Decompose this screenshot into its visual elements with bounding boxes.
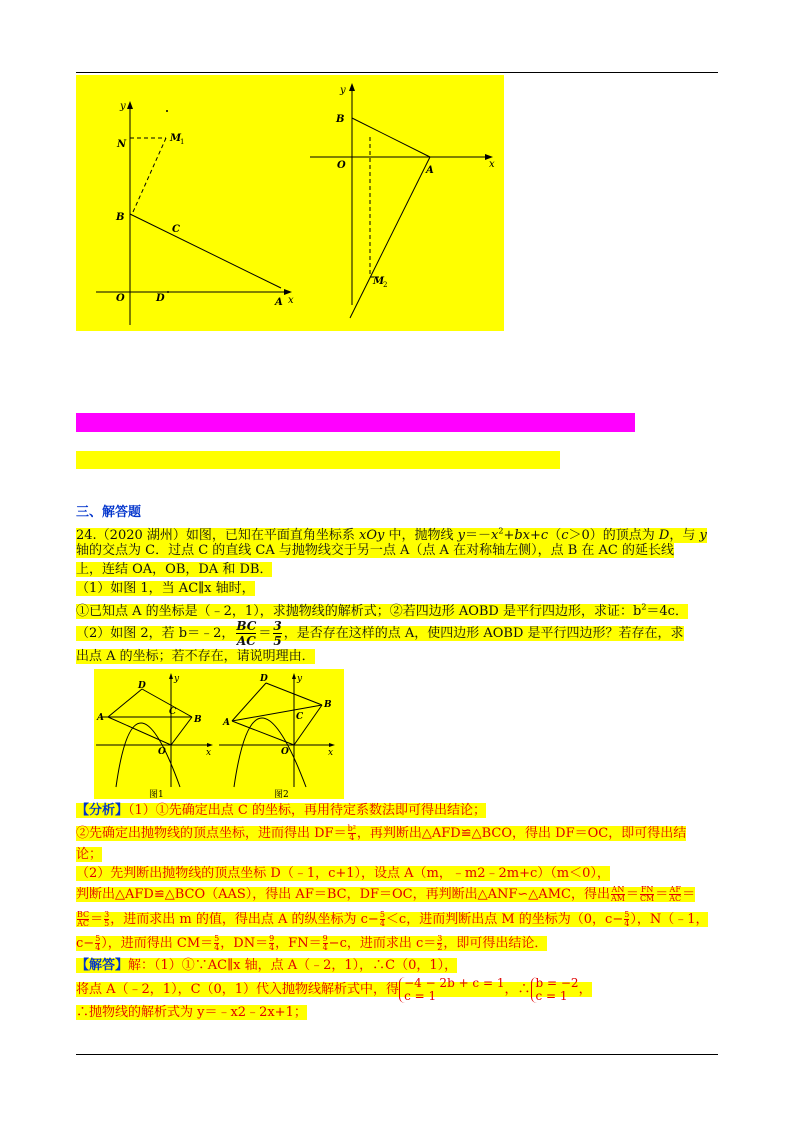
analysis-line-7: c− $\frac{5}{4}$ ），进而得出 CM＝ $\frac{5}{4}$ ，DN＝ $\frac{9}{4}$ ，FN＝ $\frac{9}{4}$ −c，进而求出 c＝ $\frac{3}{2}$ ，即可得出结论． xyxy=(76,934,548,952)
fig2-y: y xyxy=(297,674,303,684)
fig2-o: O xyxy=(281,747,289,757)
analysis-tag: 【分析】 xyxy=(76,803,129,818)
figure-small xyxy=(94,669,344,799)
analysis-line-1: 【分析】（1）①先确定出点 C 的坐标，再用待定系数法即可得出结论； xyxy=(76,803,486,818)
section-heading: 三、解答题 xyxy=(76,505,142,520)
fig2-a: A xyxy=(223,718,230,728)
fig-top-right-m2-sub: 2 xyxy=(383,281,388,289)
problem-text-6: （2）如图 2，若 b＝﹣2， $\frac{BC}{AC}$ ＝ $\frac{3}{5}$ ，是否存在这样的点 A，使四边形 AOBD 是平行四边形？若存在，求 xyxy=(76,619,684,648)
yellow-bar xyxy=(76,451,560,469)
equation-system-1: −4 − 2b + c = 1 c = 1 xyxy=(399,977,504,1003)
answer-line-1: 【解答】解：（1）①∵AC∥x 轴，点 A（﹣2，1），∴C（0，1）， xyxy=(76,958,458,973)
fig-top-left-a: A xyxy=(275,297,283,308)
fig-top-right-y: y xyxy=(340,85,346,96)
answer-tag: 【解答】 xyxy=(76,958,129,973)
problem-line-6 xyxy=(76,619,684,649)
analysis-line-3: 论； xyxy=(76,847,103,862)
answer-line-3: ∴抛物线的解析式为 y＝﹣x2﹣2x+1； xyxy=(76,1005,307,1020)
fig-top-left-n: N xyxy=(117,139,127,150)
fig1-o: O xyxy=(158,747,166,757)
answer-line-2: 将点 A（﹣2，1），C（0，1）代入抛物线解析式中，得 −4 − 2b + c = 1 c = 1 ，∴ b = −2 c = 1 ， xyxy=(76,975,592,1003)
fig-top-left-y: y xyxy=(120,101,126,112)
fig1-c: C xyxy=(169,707,177,717)
fraction-bc-ac: $\frac{BC}{AC}$ xyxy=(236,619,257,648)
fig2-x: x xyxy=(328,748,334,758)
fig2-b: B xyxy=(324,700,332,710)
problem-text-2: 轴的交点为 C．过点 C 的直线 CA 与抛物线交于另一点 A（点 A 在对称轴左侧），点 B 在 AC 的延长线 xyxy=(76,543,674,558)
fig1-a: A xyxy=(97,713,104,723)
problem-line-7 xyxy=(76,648,315,666)
problem-line-4 xyxy=(76,580,255,598)
fig-top-right-o: O xyxy=(337,160,346,171)
figure-small-svg xyxy=(94,669,344,799)
fig1-y: y xyxy=(174,674,180,684)
figure-top-svg xyxy=(76,75,504,331)
fig1-d: D xyxy=(138,681,146,691)
equation-system-2: b = −2 c = 1 xyxy=(531,977,579,1003)
fig-top-left-m1: M xyxy=(170,133,182,144)
analysis-line-4: （2）先判断出抛物线的顶点坐标 D（﹣1，c+1），设点 A（m，﹣m2﹣2m+c）（m＜0）， xyxy=(76,866,610,881)
problem-text-7: 出点 A 的坐标；若不存在，请说明理由． xyxy=(76,649,315,664)
fig1-b: B xyxy=(194,715,202,725)
figure-top xyxy=(76,75,504,331)
analysis-line-6: $\frac{BC}{AC}$ ＝ $\frac{3}{5}$ ，进而求出 m 的值，得出点 A 的纵坐标为 c− $\frac{5}{4}$ ＜c，进而判断出点 M 的坐标为（0，c− $\frac{5}{4}$ ），N（﹣1， xyxy=(77,910,709,928)
fig-top-right-a: A xyxy=(426,165,434,176)
fig1-caption: 图1 xyxy=(149,790,164,799)
problem-text-5: ①已知点 A 的坐标是（﹣2，1），求抛物线的解析式；②若四边形 AOBD 是平行四边形，求证：$b^2=4c$． xyxy=(76,603,688,620)
fig-top-left-o: O xyxy=(116,293,125,304)
problem-text-1: 24.（2020 湖州）如图，已知在平面直角坐标系 xOy 中，抛物线 $y=-x^2+bx+c(c>0)$的顶点为 D，与 y xyxy=(76,527,707,544)
footer-rule xyxy=(76,1054,718,1055)
fig-top-left-b: B xyxy=(116,212,125,223)
problem-text-4: （1）如图 1，当 AC∥x 轴时， xyxy=(76,581,255,596)
problem-text-3: 上，连结 OA，OB，DA 和 DB． xyxy=(76,562,273,577)
fig-top-left-m1-sub: 1 xyxy=(180,138,185,146)
fig2-d: D xyxy=(260,674,268,684)
fraction-3-5: $\frac{3}{5}$ xyxy=(273,619,282,648)
fig-top-left-x: x xyxy=(288,295,294,306)
problem-line-5 xyxy=(76,599,688,621)
analysis-line-2: ②先确定出抛物线的顶点坐标，进而得出 DF＝ $\frac{\text{b²}}{4}$ ，再判断出△AFD≌△BCO，得出 DF＝OC，即可得出结 xyxy=(76,824,687,842)
fig2-c: C xyxy=(296,712,304,722)
analysis-line-5: 判断出△AFD≌△BCO（AAS），得出 AF＝BC，DF＝OC，再判断出△ANF∽△AMC，得出 $\frac{AN}{AM}$ ＝ $\frac{FN}{CM}$ ＝ $\frac{AF}{AC}$ ＝ xyxy=(76,885,696,903)
fig-top-right-x: x xyxy=(489,159,495,170)
fig-top-left-c: C xyxy=(172,224,180,235)
fig-top-right-b: B xyxy=(336,114,345,125)
fig1-x: x xyxy=(206,748,212,758)
fig-top-left-d: D xyxy=(156,293,165,304)
magenta-bar xyxy=(76,413,635,432)
problem-line-2 xyxy=(76,542,674,560)
problem-line-3 xyxy=(76,561,272,579)
fig-top-right-m2: M xyxy=(373,276,385,287)
header-rule xyxy=(76,72,718,73)
fig2-caption: 图2 xyxy=(274,790,289,799)
